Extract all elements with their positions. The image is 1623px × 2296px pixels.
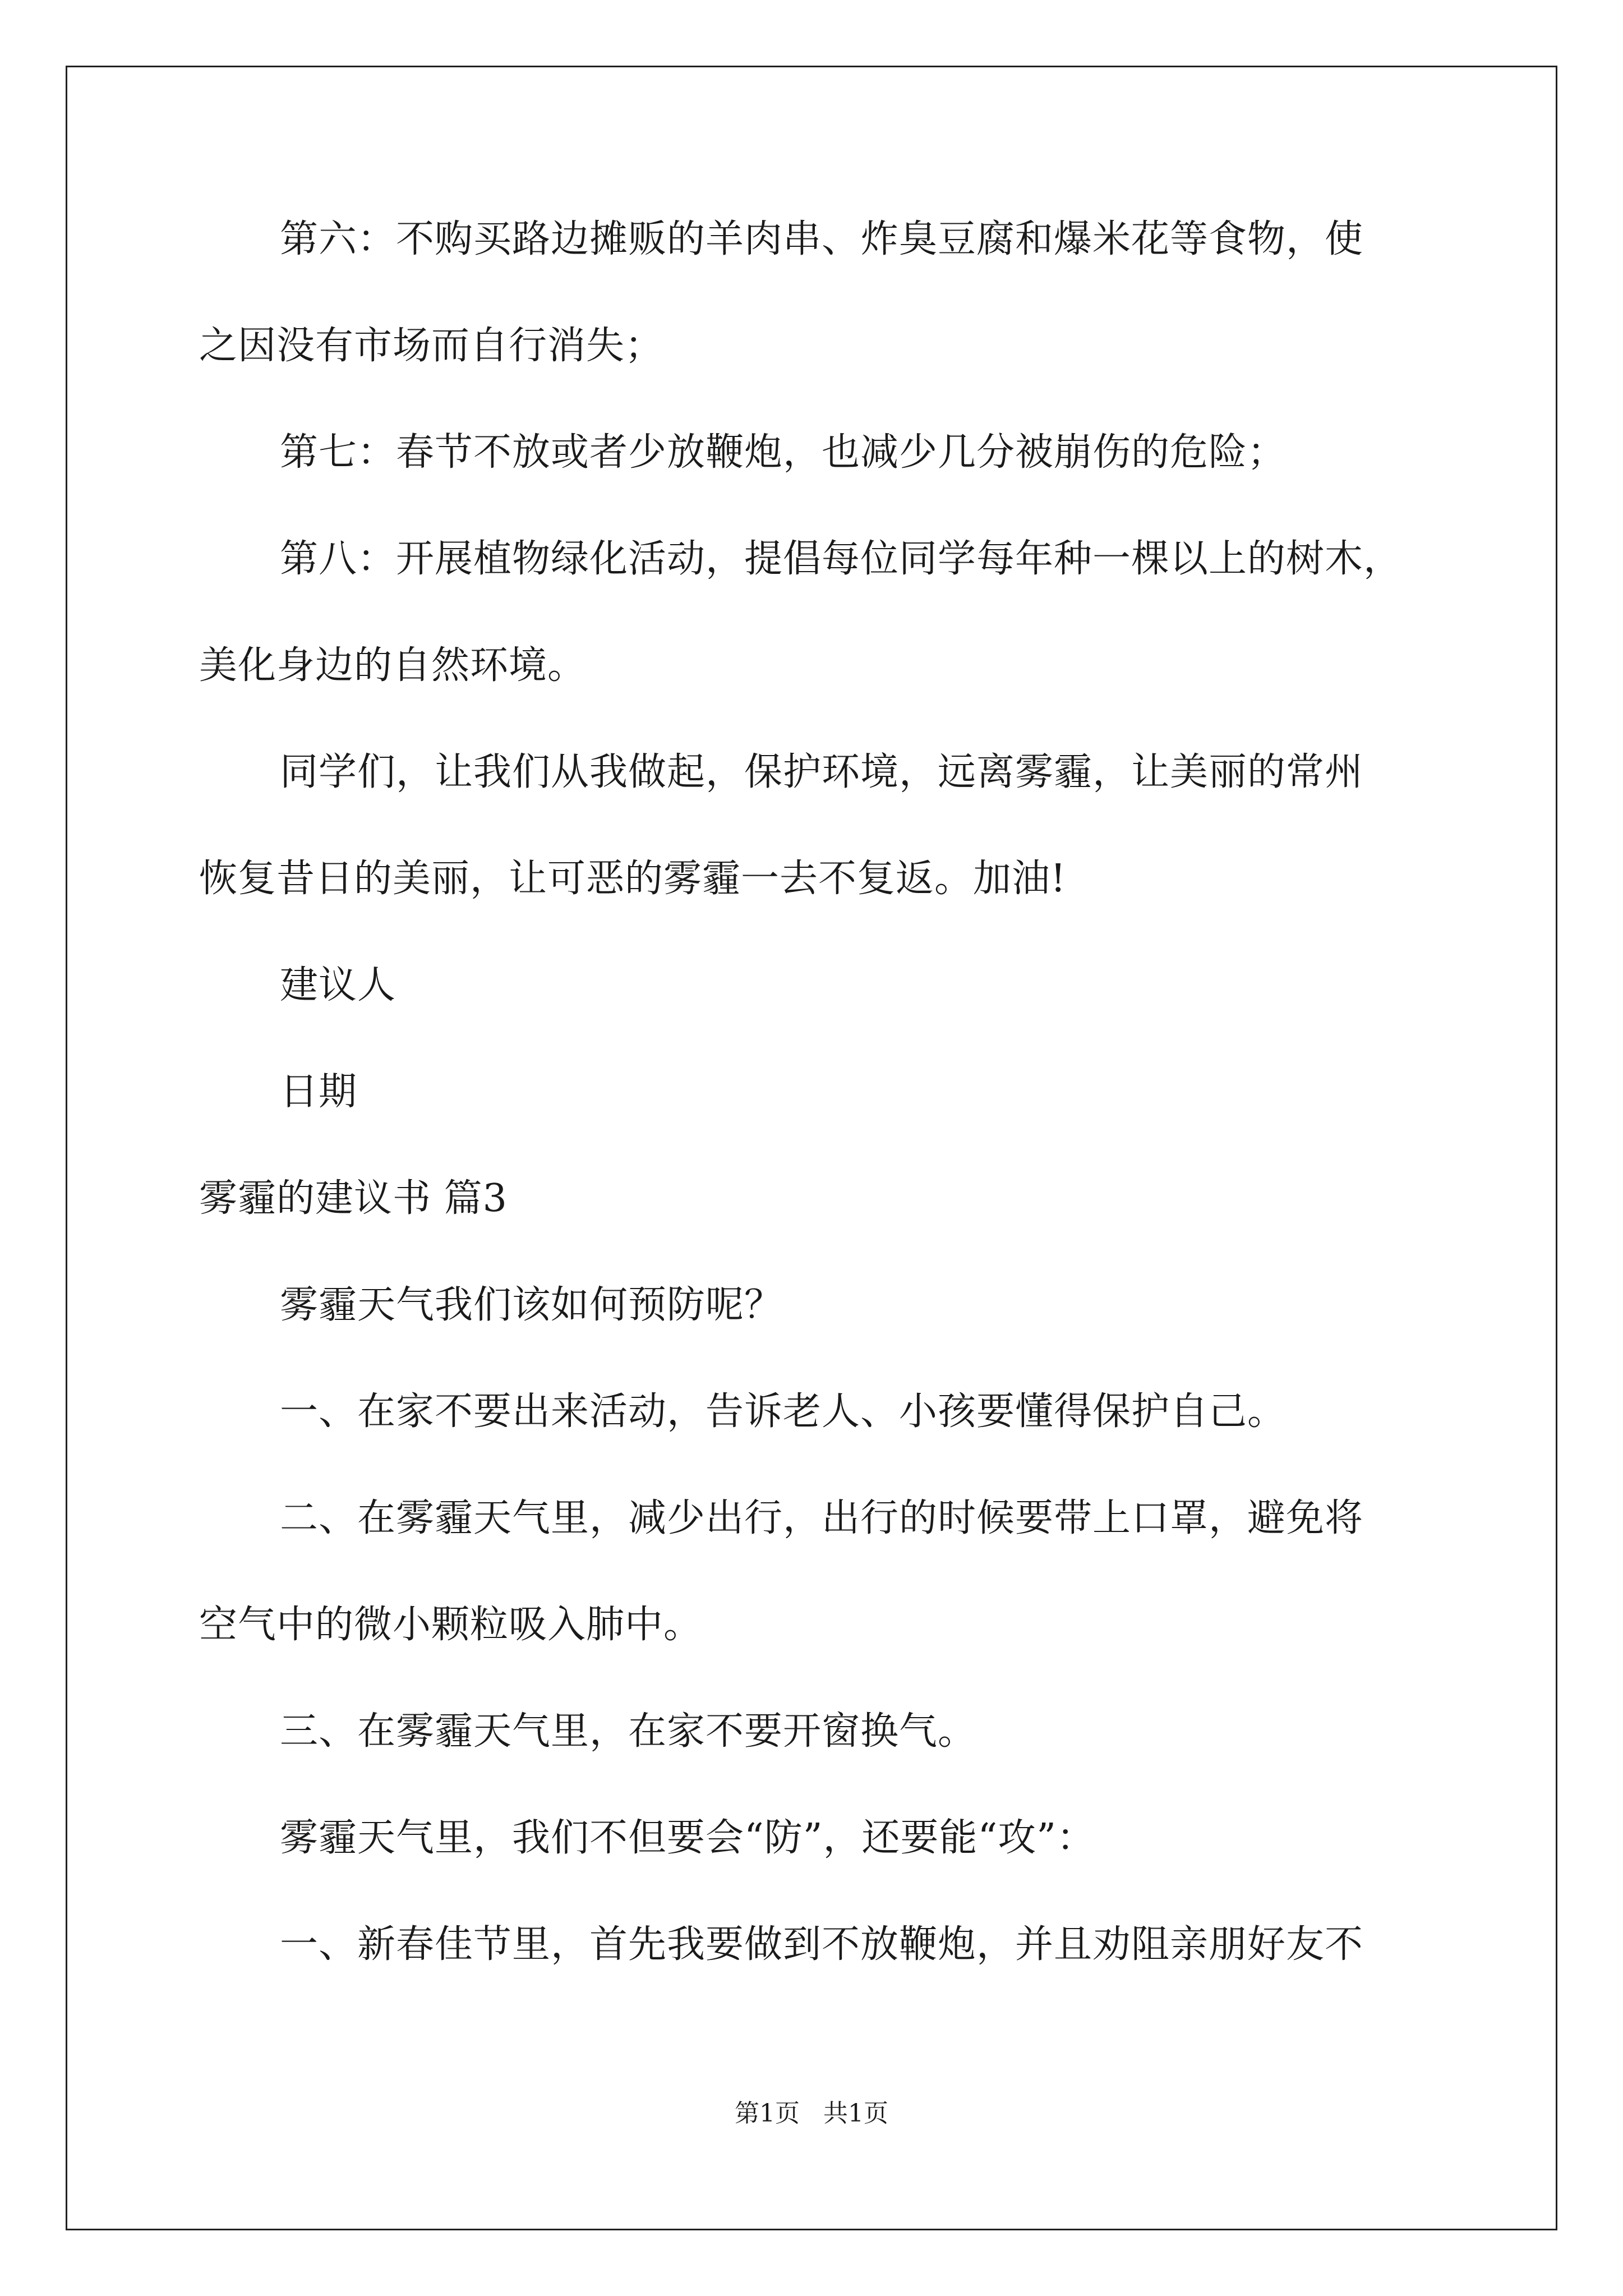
paragraph-line: 二、在雾霾天气里，减少出行，出行的时候要带上口罩，避免将 xyxy=(280,1496,1364,1540)
paragraph-line: 雾霾天气里，我们不但要会“防”，还要能“攻”： xyxy=(280,1816,1096,1860)
paragraph-line: 第八：开展植物绿化活动，提倡每位同学每年种一棵以上的树木， xyxy=(280,537,1403,581)
page-footer xyxy=(0,2097,1623,2131)
document-body xyxy=(199,213,1433,1971)
paragraph-line: 之因没有市场而自行消失； xyxy=(199,324,664,368)
page-total: 共1页 xyxy=(823,2099,888,2128)
paragraph-line: 同学们，让我们从我做起，保护环境，远离雾霾，让美丽的常州 xyxy=(280,750,1364,794)
paragraph-line: 一、新春佳节里，首先我要做到不放鞭炮，并且劝阻亲朋好友不 xyxy=(280,1922,1364,1967)
paragraph-line: 空气中的微小颗粒吸入肺中。 xyxy=(199,1603,703,1647)
paragraph-line: 雾霾天气我们该如何预防呢？ xyxy=(280,1283,783,1327)
paragraph-line: 第六：不购买路边摊贩的羊肉串、炸臭豆腐和爆米花等食物，使 xyxy=(280,217,1364,261)
signature-label: 建议人 xyxy=(280,963,396,1007)
paragraph-line: 美化身边的自然环境。 xyxy=(199,643,587,688)
page-number: 第1页 xyxy=(735,2099,800,2128)
paragraph-line: 恢复昔日的美丽，让可恶的雾霾一去不复返。加油! xyxy=(199,857,1067,901)
paragraph-line: 第七：春节不放或者少放鞭炮，也减少几分被崩伤的危险； xyxy=(280,430,1287,475)
paragraph-line: 三、在雾霾天气里，在家不要开窗换气。 xyxy=(280,1709,977,1754)
paragraph-line: 一、在家不要出来活动，告诉老人、小孩要懂得保护自己。 xyxy=(280,1389,1287,1434)
date-label: 日期 xyxy=(280,1070,358,1114)
section-heading: 雾霾的建议书 篇3 xyxy=(199,1176,508,1221)
